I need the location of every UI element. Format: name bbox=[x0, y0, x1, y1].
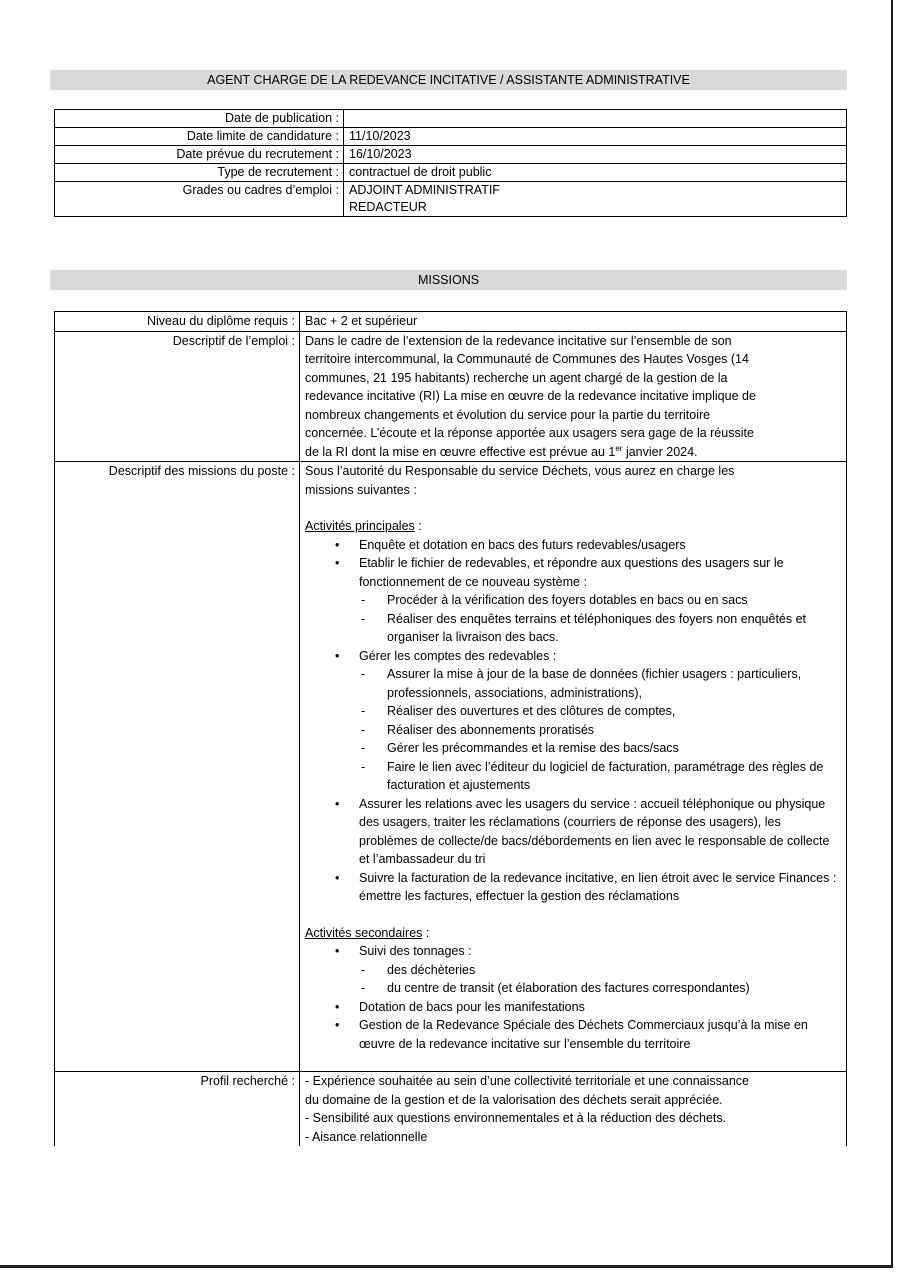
heading-text: Activités secondaires bbox=[305, 925, 423, 940]
table-row bbox=[55, 146, 847, 164]
grades-label: Grades ou cadres d’emploi : bbox=[55, 182, 344, 217]
text-line: Sous l’autorité du Responsable du service Déchets, vous aurez en charge les bbox=[305, 464, 735, 478]
profile-label: Profil recherché : bbox=[55, 1072, 300, 1147]
bullet-icon: • bbox=[335, 870, 340, 885]
sub-list-item: - Faire le lien avec l’éditeur du logiciel de facturation, paramétrage des règles de facturation et ajustements bbox=[361, 759, 824, 792]
application-deadline-value: 11/10/2023 bbox=[344, 128, 847, 146]
missions-description-label: Descriptif des missions du poste : bbox=[55, 462, 300, 1072]
text-line: concernée. L’écoute et la réponse apportée aux usagers sera gage de la réussite bbox=[305, 426, 754, 440]
bullet-icon: • bbox=[335, 537, 340, 552]
bullet-icon: • bbox=[335, 648, 340, 663]
diploma-label: Niveau du diplôme requis : bbox=[55, 312, 300, 332]
grade-item: REDACTEUR bbox=[349, 200, 427, 214]
text-fragment: janvier 2024. bbox=[622, 444, 698, 459]
dash-icon: - bbox=[361, 704, 366, 718]
sub-list bbox=[359, 591, 840, 647]
table-row bbox=[55, 110, 847, 128]
text-line: redevance incitative (RI) La mise en œuvre de la redevance incitative implique de bbox=[305, 389, 756, 403]
list-item: • Dotation de bacs pour les manifestations bbox=[305, 998, 840, 1017]
recruitment-type-value: contractuel de droit public bbox=[344, 164, 847, 182]
missions-band: MISSIONS bbox=[50, 270, 847, 290]
sub-list-item: - du centre de transit (et élaboration des factures correspondantes) bbox=[359, 979, 840, 998]
list-item: • Suivi des tonnages : - des déchèteries - du centre de transit (et élaboration des factures correspondantes) bbox=[305, 942, 840, 998]
recruitment-date-label: Date prévue du recrutement : bbox=[55, 146, 344, 164]
publication-info-table bbox=[54, 109, 847, 217]
bullet-icon: • bbox=[335, 999, 340, 1014]
recruitment-type-label: Type de recrutement : bbox=[55, 164, 344, 182]
sub-list-item: - Réaliser des enquêtes terrains et téléphoniques des foyers non enquêtés et organiser la livraison des bacs. bbox=[361, 611, 807, 644]
text-line: Dans le cadre de l’extension de la redevance incitative sur l’ensemble de son bbox=[305, 333, 732, 348]
sub-list-item: - des déchèteries bbox=[359, 961, 840, 980]
dash-icon: - bbox=[361, 759, 366, 774]
profile-text bbox=[300, 1072, 847, 1147]
text-line: - Expérience souhaitée au sein d’une collectivité territoriale et une connaissance bbox=[305, 1074, 750, 1088]
dash-icon: - bbox=[361, 722, 366, 737]
job-description-label: Descriptif de l’emploi : bbox=[55, 331, 300, 462]
dash-icon: - bbox=[361, 981, 366, 995]
dash-icon: - bbox=[361, 667, 366, 681]
recruitment-date-value: 16/10/2023 bbox=[344, 146, 847, 164]
bullet-icon: • bbox=[335, 556, 340, 570]
text-line: - Sensibilité aux questions environnementales et à la réduction des déchets. bbox=[305, 1111, 727, 1125]
main-activities-list bbox=[305, 536, 840, 906]
text-line: communes, 21 195 habitants) recherche un agent chargé de la gestion de la bbox=[305, 370, 728, 385]
text-line: territoire intercommunal, la Communauté de Communes des Hautes Vosges (14 bbox=[305, 352, 749, 366]
heading-colon: : bbox=[414, 519, 422, 533]
job-description-text bbox=[300, 331, 847, 462]
table-row bbox=[55, 312, 847, 332]
publication-date-value bbox=[344, 110, 847, 128]
text-line bbox=[305, 443, 840, 462]
diploma-value: Bac + 2 et supérieur bbox=[300, 312, 847, 332]
heading-text: Activités principales bbox=[305, 519, 415, 533]
application-deadline-label: Date limite de candidature : bbox=[55, 128, 344, 146]
sub-list-item: - Assurer la mise à jour de la base de données (fichier usagers : particuliers, professionnels, associations, administrations), bbox=[361, 667, 802, 700]
missions-description-content bbox=[300, 462, 847, 1072]
sub-list-item: - Réaliser des ouvertures et des clôtures de comptes, bbox=[359, 702, 840, 721]
table-row bbox=[55, 128, 847, 146]
main-activities-heading bbox=[305, 517, 840, 536]
bullet-icon: • bbox=[335, 944, 340, 958]
dash-icon: - bbox=[361, 611, 366, 626]
table-row bbox=[55, 462, 847, 1072]
list-item: • Assurer les relations avec les usagers du service : accueil téléphonique ou physique des usagers, traiter les réclamations (courriers de réponse des usagers), les problèmes de collecte/de bacs/débordements en lien avec le responsable de collecte et l’ambassadeur du tri bbox=[335, 796, 830, 866]
table-row bbox=[55, 182, 847, 217]
grade-item: ADJOINT ADMINISTRATIF bbox=[349, 183, 500, 197]
bullet-icon: • bbox=[335, 1018, 340, 1032]
sub-list-item: - Procéder à la vérification des foyers dotables en bacs ou en sacs bbox=[359, 591, 840, 610]
dash-icon: - bbox=[361, 741, 366, 755]
heading-colon: : bbox=[422, 925, 430, 940]
list-item: • Gestion de la Redevance Spéciale des Déchets Commerciaux jusqu’à la mise en œuvre de la redevance incitative sur l’ensemble du territoire bbox=[335, 1018, 808, 1051]
table-row bbox=[55, 164, 847, 182]
grades-value bbox=[344, 182, 847, 217]
list-item: • Gérer les comptes des redevables : - Assurer la mise à jour de la base de données (fichier usagers : particuliers, professionnels, associations, administrations), - Réaliser des ouvertures et des clôtures de comptes, - Réaliser des abonnements proratisés - Gérer les précommandes et la remise des bacs/sacs - Faire le lien avec l’éditeur du logiciel de facturation, paramétrage des règles de facturation et ajustements bbox=[305, 647, 840, 795]
job-title-band: AGENT CHARGE DE LA REDEVANCE INCITATIVE / ASSISTANTE ADMINISTRATIVE bbox=[50, 70, 847, 90]
text-line: - Aisance relationnelle bbox=[305, 1129, 428, 1144]
text-fragment: de la RI dont la mise en œuvre effective est prévue au 1 bbox=[305, 444, 616, 459]
dash-icon: - bbox=[361, 593, 366, 607]
sub-list bbox=[359, 665, 840, 795]
sub-list-item: - Réaliser des abonnements proratisés bbox=[359, 721, 840, 740]
secondary-activities-list bbox=[305, 942, 840, 1053]
list-item: • Suivre la facturation de la redevance incitative, en lien étroit avec le service Finances : émettre les factures, effectuer la gestion des réclamations bbox=[335, 870, 837, 903]
ordinal-superscript: er bbox=[615, 443, 623, 453]
sub-list bbox=[359, 961, 840, 998]
publication-date-label: Date de publication : bbox=[55, 110, 344, 128]
text-line: nombreux changements et évolution du service pour la partie du territoire bbox=[305, 407, 711, 422]
text-line: missions suivantes : bbox=[305, 482, 417, 497]
dash-icon: - bbox=[361, 962, 366, 977]
secondary-activities-heading bbox=[305, 924, 840, 943]
sub-list-item: - Gérer les précommandes et la remise des bacs/sacs bbox=[359, 739, 840, 758]
missions-table bbox=[54, 311, 847, 1146]
list-item: • Enquête et dotation en bacs des futurs redevables/usagers bbox=[305, 536, 840, 555]
table-row bbox=[55, 331, 847, 462]
text-line: du domaine de la gestion et de la valorisation des déchets serait appréciée. bbox=[305, 1092, 723, 1107]
bullet-icon: • bbox=[335, 796, 340, 811]
list-item: • Etablir le fichier de redevables, et répondre aux questions des usagers sur le fonctionnement de ce nouveau système : - Procéder à la vérification des foyers dotables en bacs ou en sacs - Réaliser des enquêtes terrains et téléphoniques des foyers non enquêtés et organiser la livraison des bacs. bbox=[305, 554, 840, 647]
table-row bbox=[55, 1072, 847, 1147]
